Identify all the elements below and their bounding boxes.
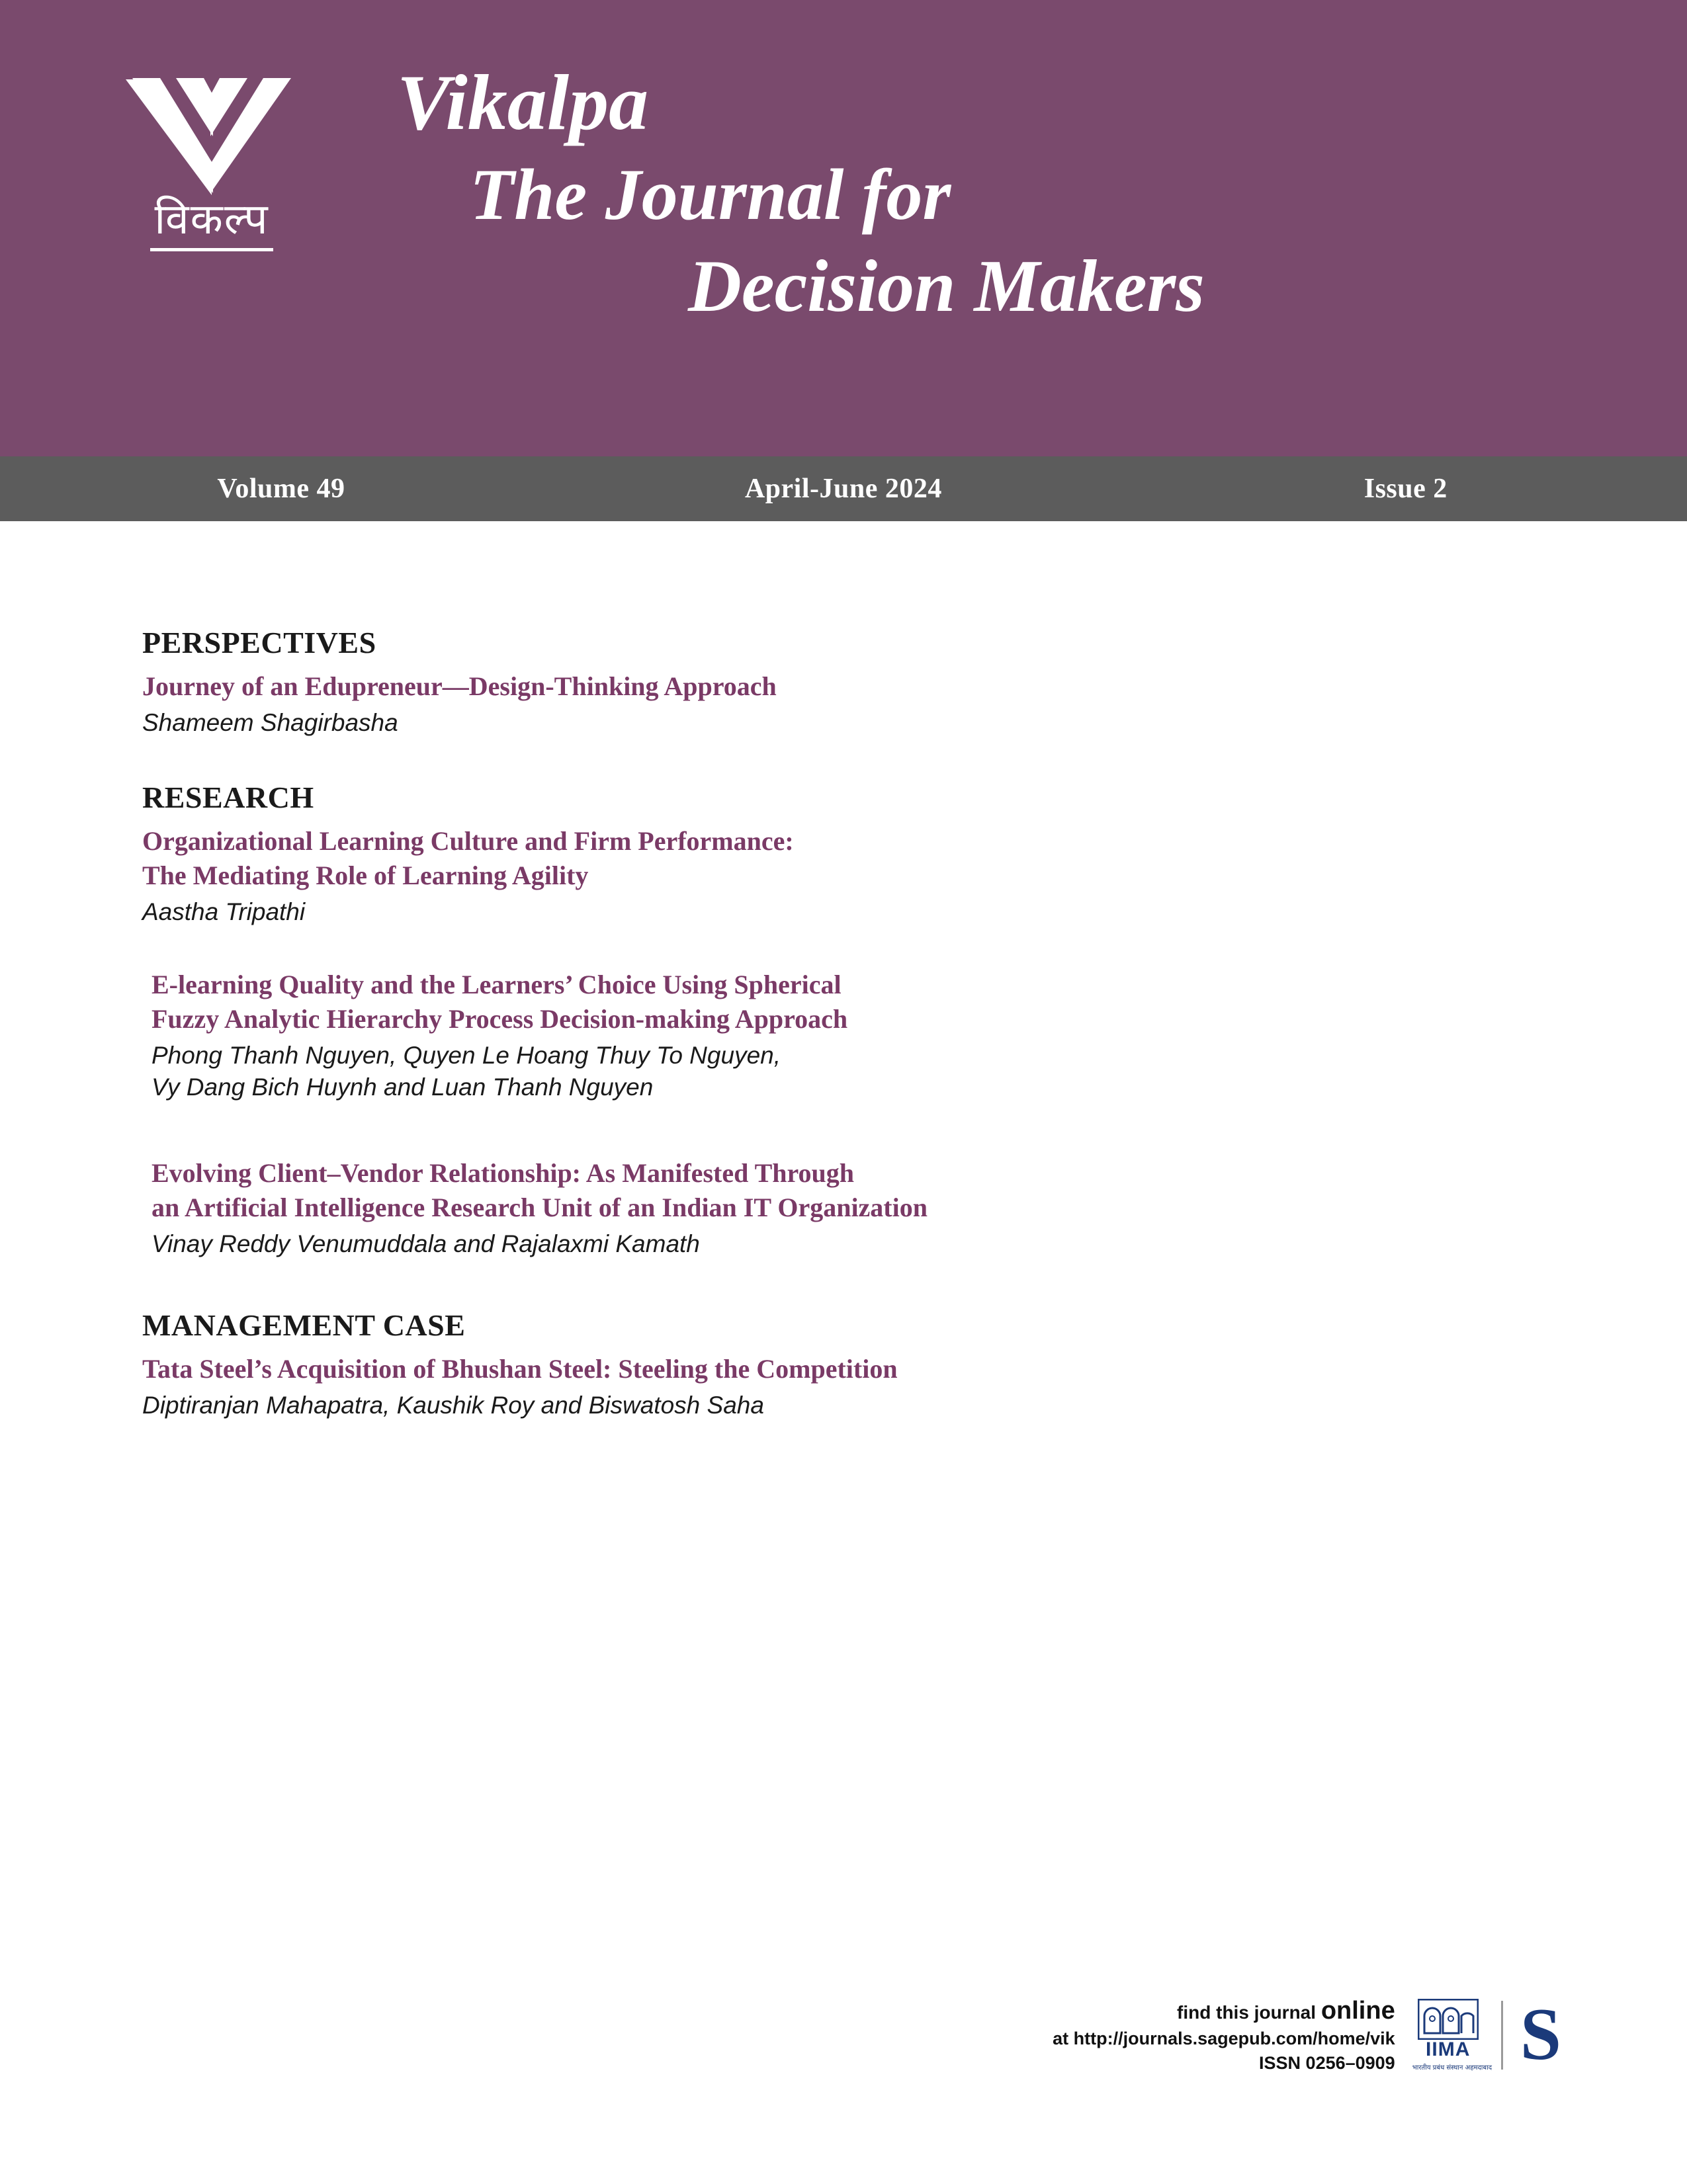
volume-bar [0,456,1687,521]
article-title-line[interactable]: Journey of an Edupreneur—Design-Thinking Approach [142,671,777,701]
toc-entry[interactable] [142,824,1399,928]
article-authors-line: Phong Thanh Nguyen, Quyen Le Hoang Thuy To Nguyen, [151,1042,781,1070]
volume-label: Volume 49 [217,474,345,504]
iima-wordmark: IIMA [1426,2038,1471,2060]
journal-title [344,58,1575,327]
title-line-2: The Journal for [470,154,951,235]
sage-logo: S [1520,1994,1561,2076]
article-title-line[interactable]: Evolving Client–Vendor Relationship: As Manifested Through [151,1158,855,1189]
title-line-3: Decision Makers [688,245,1205,327]
section-heading-perspectives: PERSPECTIVES [142,626,376,659]
issue-number-label: Issue 2 [1363,474,1448,504]
iima-subtitle: भारतीय प्रबंध संस्थान अहमदाबाद [1412,2064,1492,2072]
article-title-line[interactable]: E-learning Quality and the Learners’ Choice Using Spherical [151,970,842,1000]
article-title-line[interactable]: Fuzzy Analytic Hierarchy Process Decision-making Approach [151,1004,848,1034]
title-line-1: Vikalpa [397,58,649,146]
table-of-contents [142,625,1399,1422]
article-title-line[interactable]: an Artificial Intelligence Research Unit of an Indian IT Organization [151,1193,928,1223]
article-title-line[interactable]: The Mediating Role of Learning Agility [142,861,589,891]
toc-entry[interactable] [142,1156,1399,1260]
toc-entry[interactable] [142,669,1399,739]
journal-url[interactable]: at http://journals.sagepub.com/home/vik [1053,2028,1395,2048]
toc-entry[interactable] [142,1352,1399,1421]
iima-logo [1412,1999,1492,2072]
logo-devanagari-text: विकल्प [150,196,273,251]
find-prefix-text: find this journal [1177,2002,1317,2023]
article-authors-line: Aastha Tripathi [142,898,306,926]
article-authors-line: Vinay Reddy Venumuddala and Rajalaxmi Kamath [151,1230,700,1258]
vikalpa-open-book-icon [112,73,311,195]
article-title-line[interactable]: Tata Steel’s Acquisition of Bhushan Steel: Steeling the Competition [142,1354,898,1384]
iima-louis-kahn-arches-icon [1418,1999,1479,2040]
issue-date-label: April-June 2024 [744,474,942,504]
article-authors-line: Shameem Shagirbasha [142,709,398,736]
article-authors-line: Vy Dang Bich Huynh and Luan Thanh Nguyen [151,1073,654,1101]
section-heading-research: RESEARCH [142,780,314,815]
masthead [0,0,1687,456]
section-heading-management-case: MANAGEMENT CASE [142,1308,466,1343]
footer-divider [1501,2001,1503,2070]
article-title-line[interactable]: Organizational Learning Culture and Firm Performance: [142,826,794,857]
footer [1053,1995,1561,2075]
find-journal-online-block [1053,1995,1395,2075]
toc-entry[interactable] [142,968,1399,1103]
article-authors-line: Diptiranjan Mahapatra, Kaushik Roy and Biswatosh Saha [142,1392,764,1419]
journal-logo [103,73,321,251]
find-online-text: online [1320,1997,1395,2025]
issn-label: ISSN 0256–0909 [1259,2053,1395,2074]
